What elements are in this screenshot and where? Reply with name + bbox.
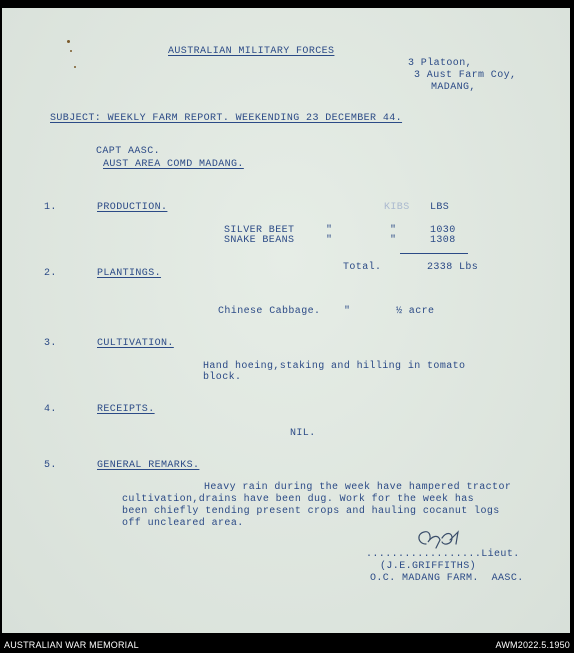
section-number-2: 2. [44, 268, 57, 279]
stain-mark [70, 50, 72, 52]
struck-unit: KIBS [384, 202, 410, 213]
cultivation-text-2: block. [203, 372, 242, 383]
remarks-heading: GENERAL REMARKS. [97, 460, 200, 471]
section-number-5: 5. [44, 460, 57, 471]
unit-line-3: MADANG, [431, 82, 476, 93]
unit-label: LBS [430, 202, 450, 213]
org-heading: AUSTRALIAN MILITARY FORCES [168, 46, 335, 57]
section-number-1: 1. [44, 202, 57, 213]
ditto-mark: " [326, 225, 333, 236]
stain-mark [74, 66, 76, 68]
ditto-mark: " [326, 235, 333, 246]
signature-dotted-line: ..................Lieut. [366, 549, 520, 560]
addressee-line-1: CAPT AASC. [96, 146, 161, 157]
receipts-value: NIL. [290, 428, 316, 439]
unit-line-1: 3 Platoon, [408, 58, 473, 69]
plantings-heading: PLANTINGS. [97, 268, 162, 279]
production-item: SILVER BEET [224, 225, 295, 236]
remarks-text-3: been chiefly tending present crops and hauling cocanut logs [122, 506, 500, 517]
total-label: Total. [343, 262, 382, 273]
remarks-text-1: Heavy rain during the week have hampered tractor [204, 482, 512, 493]
ditto-mark: " [344, 306, 351, 317]
addressee-line-2: AUST AREA COMD MADANG. [103, 159, 244, 170]
archive-credit: AUSTRALIAN WAR MEMORIAL [4, 640, 139, 650]
production-value: 1308 [430, 235, 456, 246]
total-value: 2338 Lbs [427, 262, 479, 273]
ditto-mark: " [390, 225, 397, 236]
signatory-name: (J.E.GRIFFITHS) [380, 561, 477, 572]
ditto-mark: " [390, 235, 397, 246]
signatory-title: O.C. MADANG FARM. AASC. [370, 573, 524, 584]
document-page [2, 8, 570, 633]
production-item: SNAKE BEANS [224, 235, 295, 246]
production-value: 1030 [430, 225, 456, 236]
planting-item: Chinese Cabbage. [218, 306, 321, 317]
accession-number: AWM2022.5.1950 [495, 640, 570, 650]
cultivation-text-1: Hand hoeing,staking and hilling in tomato [203, 361, 466, 372]
section-number-3: 3. [44, 338, 57, 349]
total-rule [400, 253, 468, 254]
stain-mark [67, 40, 70, 43]
remarks-text-2: cultivation,drains have been dug. Work for the week has [122, 494, 475, 505]
receipts-heading: RECEIPTS. [97, 404, 155, 415]
cultivation-heading: CULTIVATION. [97, 338, 174, 349]
unit-line-2: 3 Aust Farm Coy, [414, 70, 517, 81]
planting-amount: ½ acre [396, 306, 435, 317]
production-heading: PRODUCTION. [97, 202, 168, 213]
subject-line: SUBJECT: WEEKLY FARM REPORT. WEEKENDING 23 DECEMBER 44. [50, 113, 403, 124]
section-number-4: 4. [44, 404, 57, 415]
remarks-text-4: off uncleared area. [122, 518, 244, 529]
